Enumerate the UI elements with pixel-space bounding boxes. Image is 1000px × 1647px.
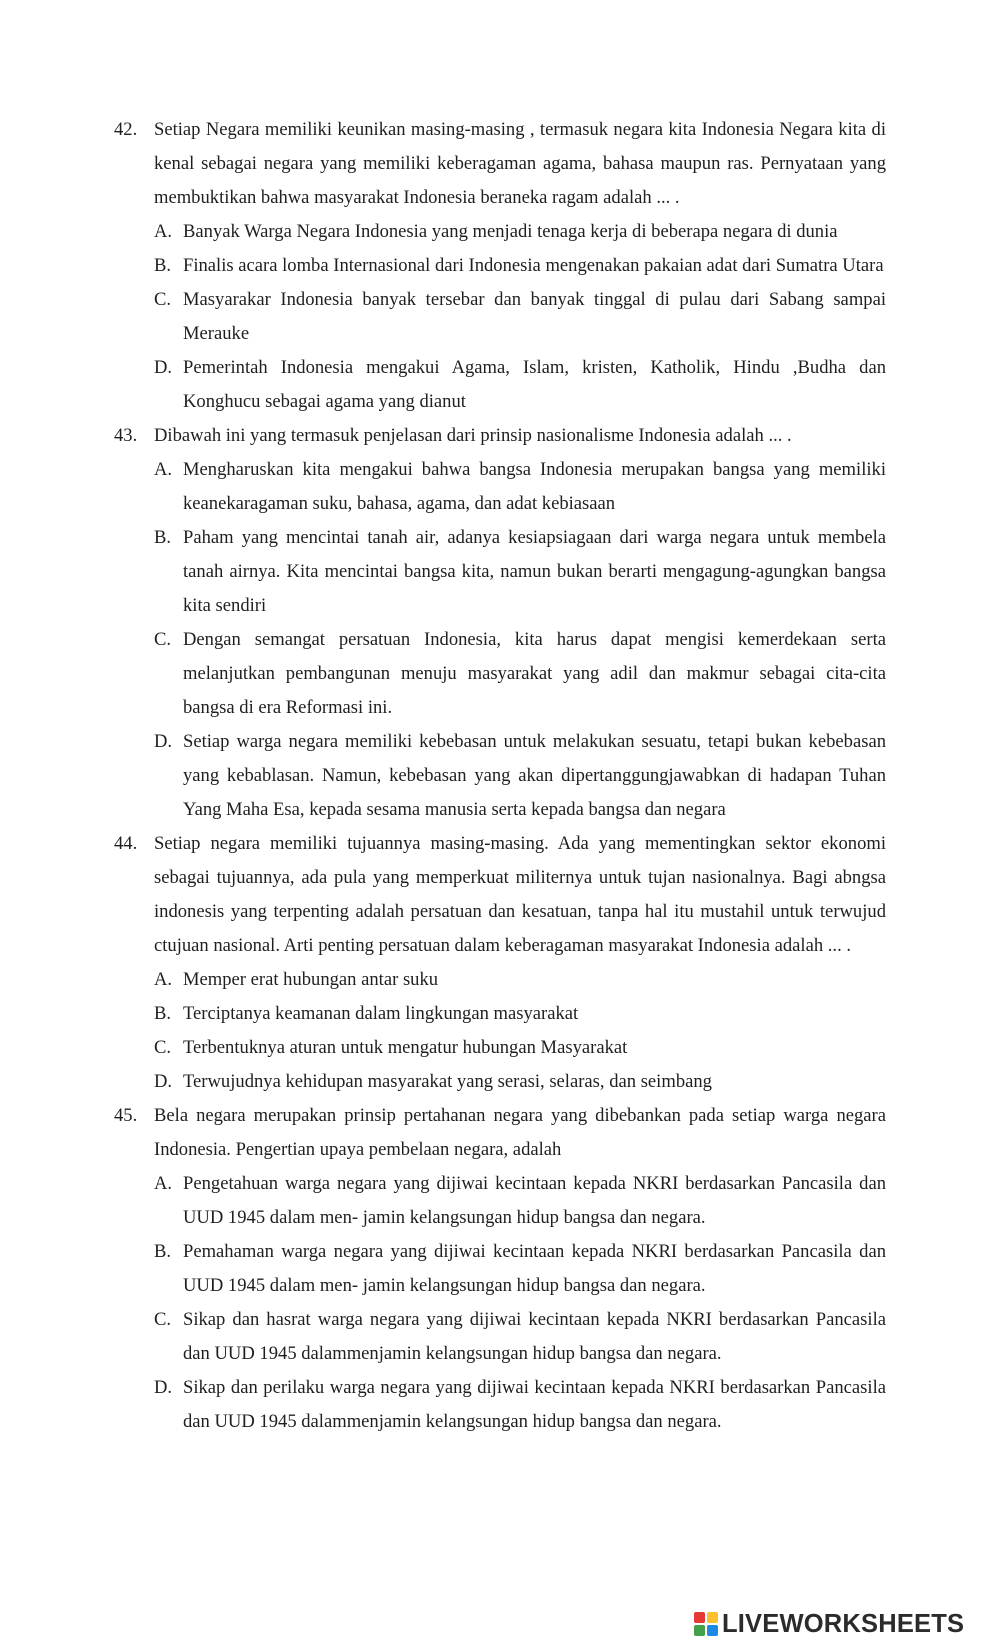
option-text: Sikap dan perilaku warga negara yang dijiwai kecintaan kepada NKRI berdasarkan Pancasila dan UUD 1945 dalammenjamin kelangsungan hidup bangsa dan negara. [183, 1377, 886, 1432]
logo-square-yellow [707, 1612, 718, 1623]
logo-square-blue [707, 1625, 718, 1636]
option-a [154, 453, 886, 521]
option-a [154, 963, 886, 997]
question-number: 45. [114, 1105, 138, 1126]
option-letter: D. [154, 357, 173, 378]
option-text: Pemahaman warga negara yang dijiwai kecintaan kepada NKRI berdasarkan Pancasila dan UUD 1945 dalam men- jamin kelangsungan hidup bangsa dan negara. [183, 1241, 886, 1296]
option-text: Setiap warga negara memiliki kebebasan untuk melakukan sesuatu, tetapi bukan kebebasan yang kebablasan. Namun, kebebasan yang akan dipertanggungjawabkan di hadapan Tuhan Yang Maha Esa, kepada sesama manusia serta kepada bangsa dan negara [183, 731, 886, 820]
option-text: Masyarakar Indonesia banyak tersebar dan banyak tinggal di pulau dari Sabang sampai Merauke [183, 289, 886, 344]
option-c [154, 1303, 886, 1371]
question-text: Dibawah ini yang termasuk penjelasan dari prinsip nasionalisme Indonesia adalah ... . [154, 425, 792, 446]
option-letter: A. [154, 221, 173, 242]
question-43 [114, 419, 886, 827]
liveworksheets-logo-icon [694, 1612, 718, 1636]
question-number: 42. [114, 119, 138, 140]
option-text: Finalis acara lomba Internasional dari Indonesia mengenakan pakaian adat dari Sumatra Utara [183, 255, 884, 276]
option-text: Mengharuskan kita mengakui bahwa bangsa Indonesia merupakan bangsa yang memiliki keanekaragaman suku, bahasa, agama, dan adat kebiasaan [183, 459, 886, 514]
option-letter: B. [154, 255, 172, 276]
logo-square-green [694, 1625, 705, 1636]
option-text: Banyak Warga Negara Indonesia yang menjadi tenaga kerja di beberapa negara di dunia [183, 221, 838, 242]
option-d [154, 351, 886, 419]
option-text: Terciptanya keamanan dalam lingkungan masyarakat [183, 1003, 579, 1024]
question-number: 44. [114, 833, 138, 854]
option-letter: C. [154, 629, 172, 650]
option-letter: D. [154, 1377, 173, 1398]
option-c [154, 623, 886, 725]
option-letter: B. [154, 1241, 172, 1262]
question-44 [114, 827, 886, 1099]
option-text: Paham yang mencintai tanah air, adanya kesiapsiagaan dari warga negara untuk membela tanah airnya. Kita mencintai bangsa kita, namun bukan berarti mengagung-agungkan bangsa kita sendiri [183, 527, 886, 616]
option-letter: A. [154, 969, 173, 990]
option-text: Sikap dan hasrat warga negara yang dijiwai kecintaan kepada NKRI berdasarkan Pancasila dan UUD 1945 dalammenjamin kelangsungan hidup bangsa dan negara. [183, 1309, 886, 1364]
option-d [154, 1371, 886, 1439]
option-letter: A. [154, 459, 173, 480]
option-c [154, 1031, 886, 1065]
question-45 [114, 1099, 886, 1439]
option-text: Terbentuknya aturan untuk mengatur hubungan Masyarakat [183, 1037, 628, 1058]
option-letter: B. [154, 1003, 172, 1024]
brand-name: LIVEWORKSHEETS [722, 1609, 965, 1638]
option-text: Pemerintah Indonesia mengakui Agama, Islam, kristen, Katholik, Hindu ,Budha dan Konghucu sebagai agama yang dianut [183, 357, 886, 412]
option-a [154, 215, 886, 249]
question-text: Bela negara merupakan prinsip pertahanan negara yang dibebankan pada setiap warga negara Indonesia. Pengertian upaya pembelaan negara, adalah [154, 1105, 886, 1160]
question-text: Setiap Negara memiliki keunikan masing-masing , termasuk negara kita Indonesia Negara kita di kenal sebagai negara yang memiliki keberagaman agama, bahasa maupun ras. Pernyataan yang membuktikan bahwa masyarakat Indonesia beraneka ragam adalah ... . [154, 119, 886, 208]
option-text: Terwujudnya kehidupan masyarakat yang serasi, selaras, dan seimbang [183, 1071, 712, 1092]
option-b [154, 521, 886, 623]
option-d [154, 1065, 886, 1099]
option-letter: C. [154, 289, 172, 310]
option-text: Dengan semangat persatuan Indonesia, kita harus dapat mengisi kemerdekaan serta melanjutkan pembangunan menuju masyarakat yang adil dan makmur sebagai cita-cita bangsa di era Reformasi ini. [183, 629, 886, 718]
option-letter: D. [154, 731, 173, 752]
option-letter: C. [154, 1309, 172, 1330]
option-b [154, 997, 886, 1031]
option-a [154, 1167, 886, 1235]
question-number: 43. [114, 425, 138, 446]
option-text: Memper erat hubungan antar suku [183, 969, 439, 990]
option-letter: D. [154, 1071, 173, 1092]
option-d [154, 725, 886, 827]
option-c [154, 283, 886, 351]
option-text: Pengetahuan warga negara yang dijiwai kecintaan kepada NKRI berdasarkan Pancasila dan UUD 1945 dalam men- jamin kelangsungan hidup bangsa dan negara. [183, 1173, 886, 1228]
option-b [154, 1235, 886, 1303]
question-42 [114, 113, 886, 419]
option-letter: B. [154, 527, 172, 548]
option-b [154, 249, 886, 283]
question-list [114, 113, 886, 1439]
liveworksheets-brand [694, 1609, 964, 1639]
option-letter: A. [154, 1173, 173, 1194]
logo-square-red [694, 1612, 705, 1623]
option-letter: C. [154, 1037, 172, 1058]
question-text: Setiap negara memiliki tujuannya masing-masing. Ada yang mementingkan sektor ekonomi sebagai tujuannya, ada pula yang memperkuat militernya untuk tujan nasionalnya. Bagi abngsa indonesis yang terpenting adalah persatuan dan kesatuan, tanpa hal itu mustahil untuk terwujud ctujuan nasional. Arti penting persatuan dalam keberagaman masyarakat Indonesia adalah ... . [154, 833, 886, 956]
